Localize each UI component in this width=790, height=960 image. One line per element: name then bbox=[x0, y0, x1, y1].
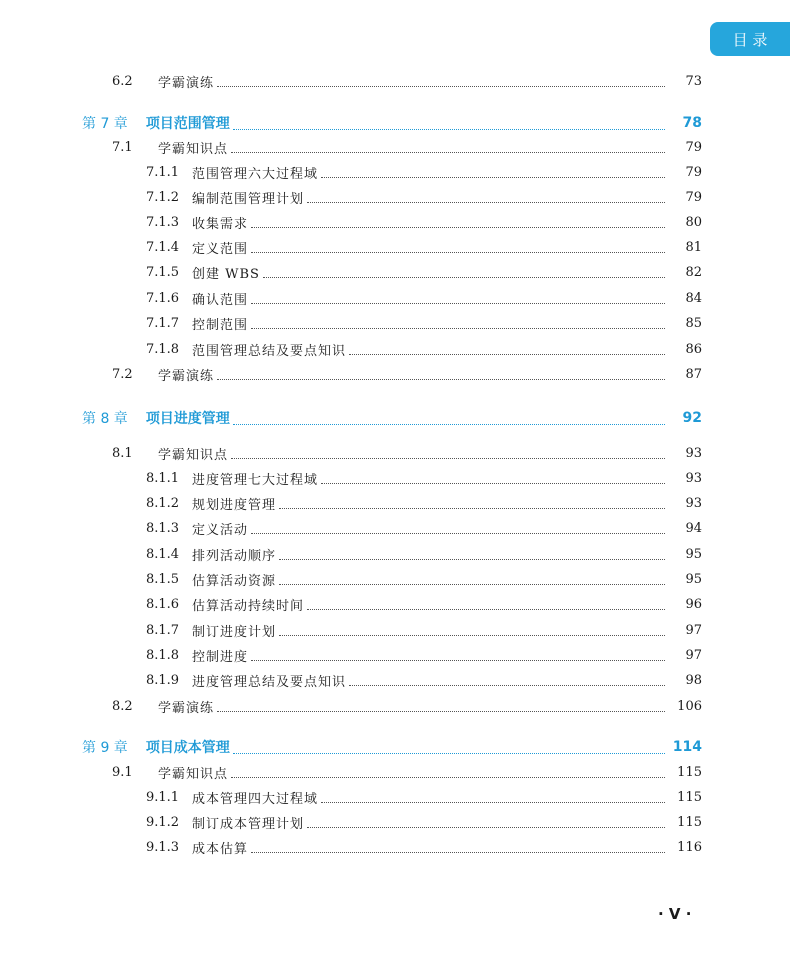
entry-title: 学霸知识点 bbox=[158, 447, 229, 463]
entry-page: 79 bbox=[685, 189, 702, 205]
entry-title: 进度管理总结及要点知识 bbox=[192, 674, 347, 690]
dot-leader bbox=[321, 801, 665, 803]
entry-title: 定义范围 bbox=[192, 241, 249, 257]
entry-page: 79 bbox=[685, 164, 702, 180]
entry-title: 成本估算 bbox=[192, 841, 249, 857]
entry-page: 115 bbox=[677, 789, 702, 805]
entry-page: 85 bbox=[685, 315, 702, 331]
toc-entry[interactable] bbox=[0, 186, 790, 208]
entry-page: 95 bbox=[685, 571, 702, 587]
entry-number: 7.2 bbox=[112, 366, 133, 382]
entry-title: 学霸演练 bbox=[158, 368, 215, 384]
entry-title: 估算活动持续时间 bbox=[192, 598, 305, 614]
dot-leader bbox=[307, 826, 665, 828]
entry-title: 控制进度 bbox=[192, 649, 249, 665]
chapter-number: 第 7 章 bbox=[82, 116, 128, 132]
entry-title: 创建 WBS bbox=[192, 266, 260, 282]
entry-title: 进度管理七大过程域 bbox=[192, 472, 319, 488]
toc-entry[interactable] bbox=[0, 467, 790, 489]
chapter-page: 114 bbox=[672, 739, 702, 755]
entry-number: 7.1.8 bbox=[146, 341, 180, 357]
entry-number: 8.1.4 bbox=[146, 546, 180, 562]
entry-page: 96 bbox=[685, 596, 702, 612]
entry-number: 8.1 bbox=[112, 445, 133, 461]
entry-page: 98 bbox=[685, 672, 702, 688]
toc-chapter[interactable] bbox=[0, 111, 790, 135]
entry-page: 115 bbox=[677, 764, 702, 780]
dot-leader bbox=[279, 558, 665, 560]
toc-entry[interactable] bbox=[0, 836, 790, 858]
entry-number: 7.1.4 bbox=[146, 239, 180, 255]
chapter-page: 92 bbox=[682, 410, 702, 426]
toc-entry[interactable] bbox=[0, 492, 790, 514]
entry-number: 7.1.3 bbox=[146, 214, 180, 230]
entry-number: 8.1.3 bbox=[146, 520, 180, 536]
toc-entry[interactable] bbox=[0, 136, 790, 158]
entry-number: 7.1.7 bbox=[146, 315, 180, 331]
dot-leader bbox=[321, 482, 665, 484]
toc-entry[interactable] bbox=[0, 761, 790, 783]
toc-entry[interactable] bbox=[0, 161, 790, 183]
dot-leader bbox=[307, 608, 665, 610]
entry-title: 估算活动资源 bbox=[192, 573, 277, 589]
dot-leader bbox=[251, 327, 665, 329]
dot-leader bbox=[251, 302, 665, 304]
entry-title: 制订进度计划 bbox=[192, 624, 277, 640]
toc-entry[interactable] bbox=[0, 442, 790, 464]
toc-entry[interactable] bbox=[0, 695, 790, 717]
entry-title: 确认范围 bbox=[192, 292, 249, 308]
entry-title: 制订成本管理计划 bbox=[192, 816, 305, 832]
entry-number: 8.1.5 bbox=[146, 571, 180, 587]
page-number: · V · bbox=[658, 905, 692, 923]
toc-entry[interactable] bbox=[0, 644, 790, 666]
dot-leader bbox=[251, 659, 665, 661]
entry-page: 73 bbox=[685, 73, 702, 89]
entry-page: 116 bbox=[677, 839, 702, 855]
entry-number: 6.2 bbox=[112, 73, 133, 89]
chapter-page: 78 bbox=[682, 115, 702, 131]
toc-entry[interactable] bbox=[0, 287, 790, 309]
toc-chapter[interactable] bbox=[0, 406, 790, 430]
toc-entry[interactable] bbox=[0, 211, 790, 233]
entry-title: 排列活动顺序 bbox=[192, 548, 277, 564]
entry-number: 7.1 bbox=[112, 139, 133, 155]
entry-page: 86 bbox=[685, 341, 702, 357]
entry-page: 93 bbox=[685, 495, 702, 511]
dot-leader bbox=[217, 85, 665, 87]
entry-page: 97 bbox=[685, 622, 702, 638]
entry-page: 82 bbox=[685, 264, 702, 280]
contents-tab[interactable] bbox=[710, 22, 790, 56]
entry-title: 收集需求 bbox=[192, 216, 249, 232]
dot-leader bbox=[233, 128, 665, 130]
entry-number: 9.1.3 bbox=[146, 839, 180, 855]
entry-page: 94 bbox=[685, 520, 702, 536]
toc-entry[interactable] bbox=[0, 619, 790, 641]
entry-number: 8.1.1 bbox=[146, 470, 180, 486]
chapter-title: 项目成本管理 bbox=[145, 740, 230, 756]
entry-title: 定义活动 bbox=[192, 522, 249, 538]
entry-page: 115 bbox=[677, 814, 702, 830]
entry-number: 8.1.8 bbox=[146, 647, 180, 663]
entry-number: 7.1.1 bbox=[146, 164, 180, 180]
chapter-number: 第 8 章 bbox=[82, 411, 128, 427]
entry-title: 规划进度管理 bbox=[192, 497, 277, 513]
dot-leader bbox=[233, 423, 665, 425]
toc-entry[interactable] bbox=[0, 593, 790, 615]
dot-leader bbox=[251, 226, 665, 228]
toc-entry[interactable] bbox=[0, 811, 790, 833]
entry-number: 9.1.2 bbox=[146, 814, 180, 830]
contents-tab-label: 目 录 bbox=[732, 30, 768, 49]
toc-entry[interactable] bbox=[0, 669, 790, 691]
entry-page: 93 bbox=[685, 445, 702, 461]
entry-title: 编制范围管理计划 bbox=[192, 191, 305, 207]
entry-title: 控制范围 bbox=[192, 317, 249, 333]
entry-title: 学霸演练 bbox=[158, 75, 215, 91]
entry-number: 8.2 bbox=[112, 698, 133, 714]
entry-number: 8.1.7 bbox=[146, 622, 180, 638]
toc-entry[interactable] bbox=[0, 786, 790, 808]
dot-leader bbox=[231, 776, 665, 778]
dot-leader bbox=[321, 176, 665, 178]
toc-entry[interactable] bbox=[0, 70, 790, 92]
entry-page: 93 bbox=[685, 470, 702, 486]
entry-title: 范围管理六大过程域 bbox=[192, 166, 319, 182]
entry-title: 学霸知识点 bbox=[158, 141, 229, 157]
chapter-title: 项目进度管理 bbox=[145, 411, 230, 427]
toc-chapter[interactable] bbox=[0, 735, 790, 759]
chapter-title: 项目范围管理 bbox=[145, 116, 230, 132]
toc-entry[interactable] bbox=[0, 543, 790, 565]
entry-page: 84 bbox=[685, 290, 702, 306]
entry-title: 范围管理总结及要点知识 bbox=[192, 343, 347, 359]
dot-leader bbox=[349, 684, 665, 686]
entry-number: 9.1.1 bbox=[146, 789, 180, 805]
entry-number: 8.1.9 bbox=[146, 672, 180, 688]
dot-leader bbox=[307, 201, 665, 203]
entry-title: 成本管理四大过程域 bbox=[192, 791, 319, 807]
entry-page: 80 bbox=[685, 214, 702, 230]
entry-page: 97 bbox=[685, 647, 702, 663]
entry-number: 8.1.6 bbox=[146, 596, 180, 612]
dot-leader bbox=[279, 583, 665, 585]
entry-page: 87 bbox=[685, 366, 702, 382]
entry-number: 7.1.6 bbox=[146, 290, 180, 306]
entry-title: 学霸演练 bbox=[158, 700, 215, 716]
dot-leader bbox=[231, 151, 665, 153]
dot-leader bbox=[251, 532, 665, 534]
toc-entry[interactable] bbox=[0, 261, 790, 283]
toc-entry[interactable] bbox=[0, 312, 790, 334]
entry-title: 学霸知识点 bbox=[158, 766, 229, 782]
entry-page: 81 bbox=[685, 239, 702, 255]
dot-leader bbox=[233, 752, 665, 754]
dot-leader bbox=[279, 634, 665, 636]
toc-entry[interactable] bbox=[0, 517, 790, 539]
chapter-number: 第 9 章 bbox=[82, 740, 128, 756]
entry-number: 7.1.5 bbox=[146, 264, 180, 280]
dot-leader bbox=[263, 276, 665, 278]
entry-number: 8.1.2 bbox=[146, 495, 180, 511]
toc-entry[interactable] bbox=[0, 568, 790, 590]
toc-entry[interactable] bbox=[0, 363, 790, 385]
entry-page: 95 bbox=[685, 546, 702, 562]
dot-leader bbox=[349, 353, 665, 355]
dot-leader bbox=[279, 507, 665, 509]
entry-page: 79 bbox=[685, 139, 702, 155]
dot-leader bbox=[251, 851, 665, 853]
entry-page: 106 bbox=[677, 698, 702, 714]
dot-leader bbox=[231, 457, 665, 459]
toc-entry[interactable] bbox=[0, 236, 790, 258]
dot-leader bbox=[251, 251, 665, 253]
dot-leader bbox=[217, 378, 665, 380]
entry-number: 7.1.2 bbox=[146, 189, 180, 205]
entry-number: 9.1 bbox=[112, 764, 133, 780]
dot-leader bbox=[217, 710, 665, 712]
toc-entry[interactable] bbox=[0, 338, 790, 360]
